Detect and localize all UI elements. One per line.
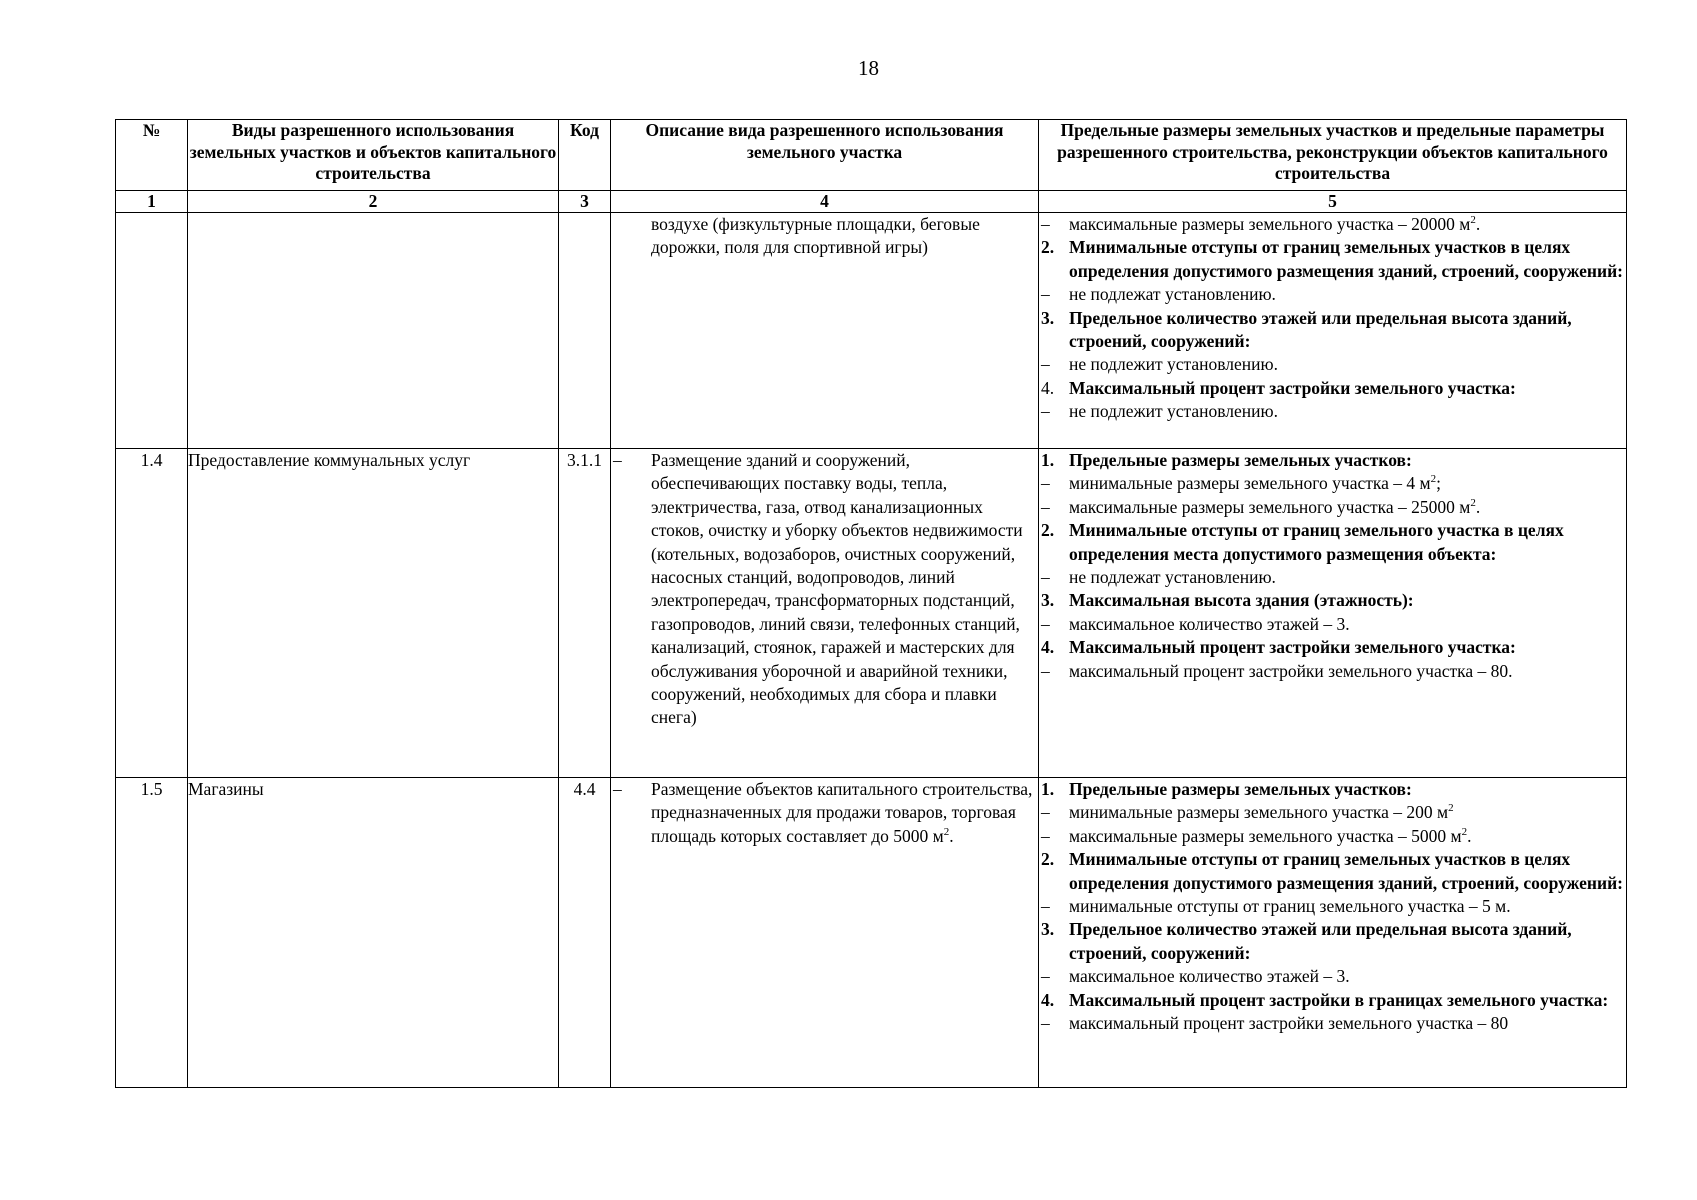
parameter-value: [1039, 801, 1626, 824]
item-number: 2.: [1041, 237, 1055, 258]
description-body: воздухе (физкультурные площадки, беговые дорожки, поля для спортивной игры): [651, 214, 980, 258]
column-number: 2: [188, 191, 559, 213]
page-number: 18: [858, 56, 879, 80]
item-body: максимальное количество этажей – 3.: [1069, 613, 1350, 634]
item-text: [1069, 918, 1626, 965]
table-row: [116, 449, 1627, 778]
header-code: Код: [559, 120, 611, 191]
item-text: [1069, 848, 1626, 895]
item-number: 4.: [1041, 637, 1055, 658]
item-number: 1.: [1041, 779, 1055, 799]
item-text: [1069, 400, 1278, 423]
column-number: 4: [611, 191, 1039, 213]
item-body: максимальные размеры земельного участка – 20000 м: [1069, 214, 1471, 234]
column-number: 5: [1039, 191, 1627, 213]
item-number: 2.: [1041, 849, 1055, 870]
table-row: [116, 778, 1627, 1088]
parameter-heading: [1039, 989, 1626, 1012]
item-body: не подлежат установлению.: [1069, 284, 1276, 305]
item-body: Максимальный процент застройки земельного участка:: [1069, 637, 1516, 658]
item-body: минимальные размеры земельного участка – 4 м: [1069, 473, 1431, 494]
item-text: [1069, 825, 1471, 848]
item-dash: –: [1041, 802, 1050, 823]
use-kind: [188, 213, 559, 449]
item-text: [1069, 778, 1412, 801]
item-body: Максимальный процент застройки земельного участка:: [1069, 377, 1516, 398]
parameter-value: [1039, 496, 1626, 519]
item-text: [1069, 965, 1350, 988]
item-dash: –: [1041, 284, 1050, 305]
item-text: [1069, 307, 1626, 354]
item-text: [1069, 353, 1278, 376]
item-number: 3.: [1041, 919, 1055, 940]
item-text: [1069, 566, 1276, 589]
item-body: Минимальные отступы от границ земельного участка в целях определения места допустимого размещения объекта:: [1069, 520, 1564, 564]
item-text: [1069, 496, 1480, 519]
item-text: [1069, 449, 1412, 472]
item-text: [1069, 236, 1626, 283]
description-dash: –: [613, 450, 622, 470]
item-body: Максимальная высота здания (этажность):: [1069, 590, 1414, 611]
use-description: [611, 778, 1039, 1088]
parameter-heading: [1039, 519, 1626, 566]
parameter-heading: [1039, 636, 1626, 659]
item-text: [1069, 589, 1414, 612]
use-code: [559, 213, 611, 449]
parameters: [1039, 449, 1627, 778]
item-body: минимальные отступы от границ земельного участка – 5 м.: [1069, 896, 1511, 917]
parameter-heading: [1039, 449, 1626, 472]
parameter-heading: [1039, 918, 1626, 965]
table-row: [116, 213, 1627, 449]
use-code: 4.4: [559, 778, 611, 1088]
parameter-value: [1039, 1012, 1626, 1035]
item-tail: .: [1475, 214, 1481, 234]
description-body: Размещение зданий и сооружений, обеспечивающих поставку воды, тепла, электричества, газа, отвод канализационных стоков, очистку и уборку объектов недвижимости (котельных, водозаборов, очистных сооружений, насосных станций, водопроводов, линий электропередач, трансформаторных подстанций, газопроводов, линий связи, телефонных станций, канализаций, стоянок, гаражей и мастерских для обслуживания уборочной и аварийной техники, сооружений, необходимых для сбора и плавки снега): [651, 450, 1023, 728]
item-dash: –: [1041, 1013, 1050, 1034]
unit-superscript: 2: [1461, 825, 1468, 838]
description-dash: [611, 213, 651, 260]
item-number: 1.: [1041, 450, 1055, 470]
item-body: не подлежит установлению.: [1069, 354, 1278, 375]
item-body: Максимальный процент застройки в границах земельного участка:: [1069, 989, 1609, 1010]
parameter-value: [1039, 825, 1626, 848]
parameter-value: [1039, 660, 1626, 683]
parameter-heading: [1039, 589, 1626, 612]
item-text: [1069, 989, 1608, 1012]
use-description: [611, 213, 1039, 449]
item-number: 3.: [1041, 307, 1055, 328]
item-body: минимальные размеры земельного участка – 200 м: [1069, 802, 1449, 823]
item-dash: –: [1041, 966, 1050, 987]
item-tail: .: [1475, 496, 1481, 517]
unit-superscript: 2: [943, 825, 950, 838]
header-kind: Виды разрешенного использования земельных участков и объектов капитального строительства: [188, 120, 559, 191]
parameter-value: [1039, 566, 1626, 589]
item-dash: –: [1041, 473, 1050, 494]
parameter-value: [1039, 965, 1626, 988]
parameter-heading: [1039, 848, 1626, 895]
parameter-value: [1039, 213, 1626, 236]
item-text: [1069, 377, 1516, 400]
description-text: [651, 449, 1038, 730]
item-dash: –: [1041, 214, 1050, 234]
item-dash: –: [1041, 825, 1050, 846]
item-number: 4.: [1041, 989, 1055, 1010]
parameter-value: [1039, 472, 1626, 495]
item-text: [1069, 213, 1480, 236]
item-dash: –: [1041, 660, 1050, 681]
item-dash: –: [1041, 896, 1050, 917]
item-text: [1069, 660, 1513, 683]
zoning-table: [115, 119, 1627, 1088]
item-text: [1069, 472, 1441, 495]
parameter-heading: [1039, 778, 1626, 801]
parameter-heading: [1039, 236, 1626, 283]
description-body: Размещение объектов капитального строительства, предназначенных для продажи товаров, торговая площадь которых составляет до 5000 м: [651, 779, 1033, 846]
column-number: 1: [116, 191, 188, 213]
item-body: максимальный процент застройки земельного участка – 80: [1069, 1013, 1509, 1034]
item-body: Минимальные отступы от границ земельных участков в целях определения допустимого размещения зданий, строений, сооружений:: [1069, 237, 1623, 281]
parameters: [1039, 213, 1627, 449]
item-body: Предельное количество этажей или предельная высота зданий, строений, сооружений:: [1069, 919, 1572, 963]
item-dash: –: [1041, 354, 1050, 375]
row-number: 1.4: [116, 449, 188, 778]
parameter-value: [1039, 283, 1626, 306]
item-tail: ;: [1436, 473, 1441, 494]
use-description: [611, 449, 1039, 778]
parameter-value: [1039, 895, 1626, 918]
unit-superscript: 2: [1470, 214, 1476, 227]
description-text: [651, 213, 1038, 260]
item-body: Минимальные отступы от границ земельных участков в целях определения допустимого размещения зданий, строений, сооружений:: [1069, 849, 1623, 893]
parameter-value: [1039, 613, 1626, 636]
unit-superscript: 2: [1470, 496, 1476, 509]
column-numbers-row: [116, 191, 1627, 213]
row-number: [116, 213, 188, 449]
item-text: [1069, 636, 1516, 659]
use-kind: Магазины: [188, 778, 559, 1088]
parameter-heading: [1039, 307, 1626, 354]
item-body: Предельное количество этажей или предельная высота зданий, строений, сооружений:: [1069, 307, 1572, 352]
row-number: 1.5: [116, 778, 188, 1088]
header-parameters: Предельные размеры земельных участков и предельные параметры разрешенного строительства, реконструкции объектов капитального строительства: [1039, 120, 1627, 191]
item-body: максимальные размеры земельного участка – 5000 м: [1069, 825, 1462, 846]
item-number: 3.: [1041, 590, 1055, 611]
item-body: Предельные размеры земельных участков:: [1069, 450, 1412, 470]
description-tail: .: [949, 825, 954, 846]
item-number: 4.: [1041, 377, 1055, 398]
item-text: [1069, 283, 1276, 306]
item-number: 2.: [1041, 520, 1055, 541]
description-dash: –: [613, 779, 622, 799]
table-header-row: [116, 120, 1627, 191]
item-body: максимальный процент застройки земельного участка – 80.: [1069, 660, 1513, 681]
item-text: [1069, 801, 1454, 824]
parameter-value: [1039, 353, 1626, 376]
item-dash: –: [1041, 567, 1050, 588]
item-text: [1069, 519, 1626, 566]
item-body: не подлежит установлению.: [1069, 401, 1278, 422]
header-no: №: [116, 120, 188, 191]
parameters: [1039, 778, 1627, 1088]
parameter-heading: [1039, 377, 1626, 400]
item-body: Предельные размеры земельных участков:: [1069, 779, 1412, 799]
item-body: максимальные размеры земельного участка – 25000 м: [1069, 496, 1471, 517]
item-text: [1069, 1012, 1508, 1035]
description-text: [651, 778, 1038, 848]
unit-superscript: 2: [1430, 473, 1437, 486]
item-dash: –: [1041, 401, 1050, 422]
item-body: максимальное количество этажей – 3.: [1069, 966, 1350, 987]
use-kind: Предоставление коммунальных услуг: [188, 449, 559, 778]
item-tail: .: [1467, 825, 1472, 846]
unit-superscript: 2: [1448, 802, 1454, 815]
item-text: [1069, 895, 1511, 918]
item-text: [1069, 613, 1350, 636]
parameter-value: [1039, 400, 1626, 423]
header-description: Описание вида разрешенного использования земельного участка: [611, 120, 1039, 191]
item-body: не подлежат установлению.: [1069, 567, 1276, 588]
column-number: 3: [559, 191, 611, 213]
item-dash: –: [1041, 613, 1050, 634]
use-code: 3.1.1: [559, 449, 611, 778]
item-dash: –: [1041, 496, 1050, 517]
